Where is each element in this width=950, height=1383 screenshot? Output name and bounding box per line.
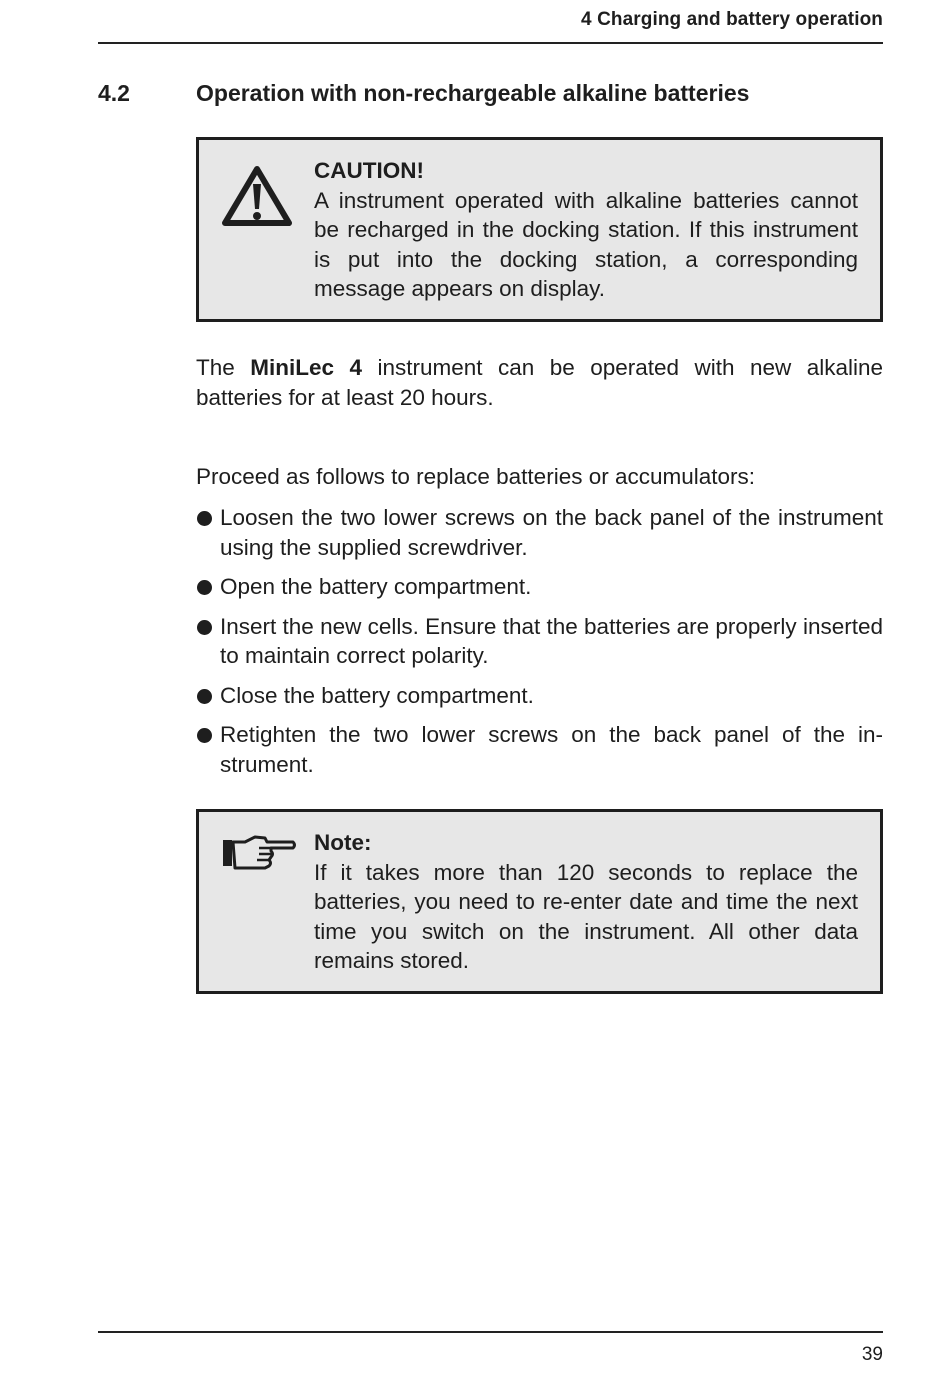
bullet-icon bbox=[197, 580, 212, 595]
list-item: Retighten the two lower screws on the back panel of the instrument. bbox=[196, 720, 883, 779]
page-number: 39 bbox=[861, 1344, 883, 1365]
note-heading: Note: bbox=[314, 830, 372, 855]
section-title: Operation with non-rechargeable alkaline batteries bbox=[196, 80, 750, 106]
procedure-lead: Proceed as follows to replace batteries or accumulators: bbox=[196, 464, 756, 489]
warning-triangle-icon bbox=[221, 164, 293, 233]
caution-heading: CAUTION! bbox=[314, 158, 424, 183]
intro-prefix: The bbox=[196, 355, 251, 380]
list-item: Open the battery compartment. bbox=[196, 572, 883, 602]
caution-text: A instrument operated with alkaline batteries cannot be recharged in the docking station. If this instrument is put into the docking station, a corresponding message appears on display. bbox=[314, 187, 858, 301]
list-item: Loosen the two lower screws on the back panel of the instrument using the supplied screwdriver. bbox=[196, 503, 883, 562]
bullet-icon bbox=[197, 620, 212, 635]
header-rule bbox=[98, 42, 883, 44]
list-item: Close the battery compartment. bbox=[196, 681, 883, 711]
product-name: MiniLec 4 bbox=[250, 355, 362, 380]
intro-paragraph bbox=[196, 353, 883, 412]
pointing-hand-icon bbox=[221, 834, 297, 879]
note-text: If it takes more than 120 seconds to replace the batteries, you need to re-enter date and time the next time you switch on the instrument. All other data remains stored. bbox=[314, 859, 858, 973]
footer-rule bbox=[98, 1331, 883, 1333]
note-box bbox=[196, 809, 883, 994]
procedure-steps bbox=[196, 503, 883, 789]
list-item: Insert the new cells. Ensure that the batteries are properly inserted to maintain correct polarity. bbox=[196, 612, 883, 671]
intro-suffix: instrument can be operated with new alkaline batteries for at least 20 hours. bbox=[196, 355, 884, 410]
bullet-icon bbox=[197, 728, 212, 743]
caution-box bbox=[196, 137, 883, 322]
section-number: 4.2 bbox=[98, 80, 130, 106]
bullet-icon bbox=[197, 511, 212, 526]
bullet-icon bbox=[197, 689, 212, 704]
running-header: 4 Charging and battery operation bbox=[581, 9, 883, 30]
